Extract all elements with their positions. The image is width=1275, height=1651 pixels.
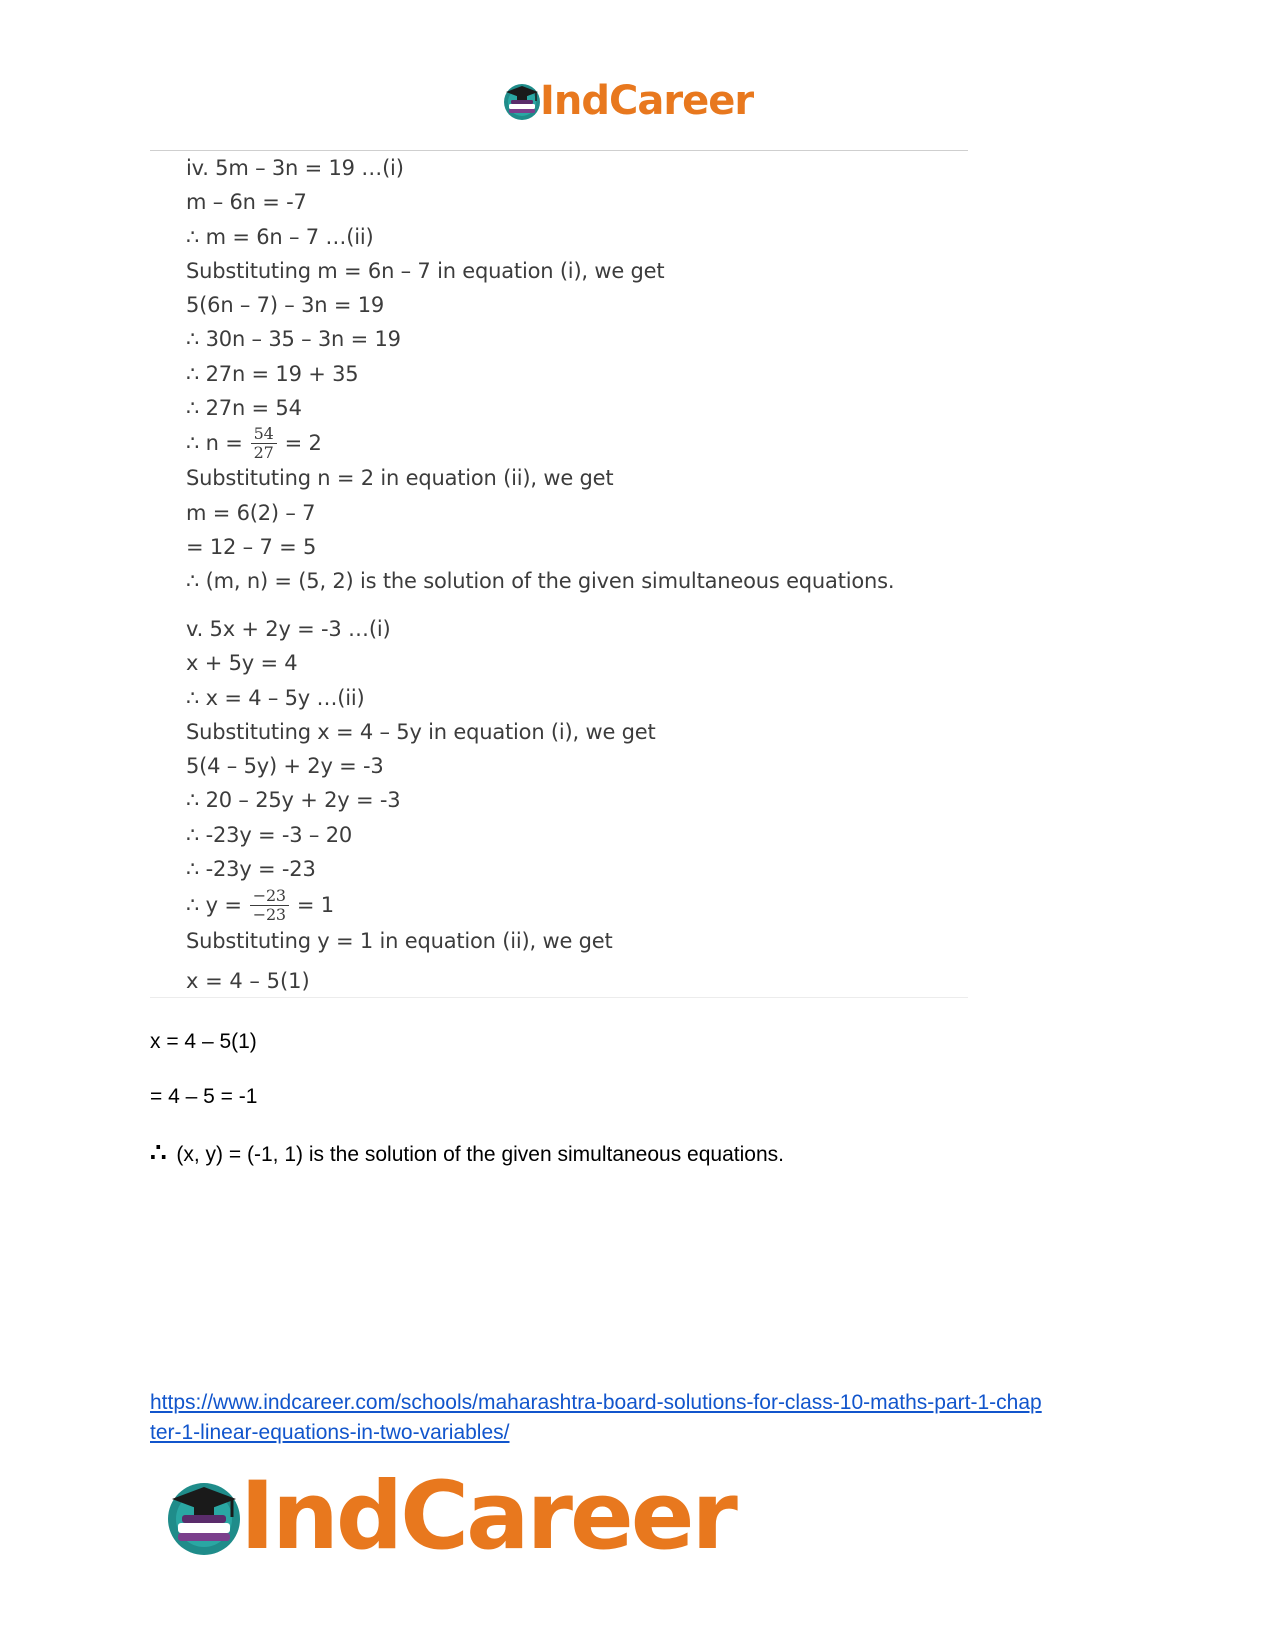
fraction-suffix: = 1 (296, 893, 334, 918)
solution-line: ∴ 30n – 35 – 3n = 19 (186, 327, 401, 352)
fraction (250, 887, 289, 924)
source-link-line-1[interactable]: https://www.indcareer.com/schools/maharashtra-board-solutions-for-class-10-maths-part-1-chap (150, 1391, 1042, 1414)
graduation-cap-globe-icon (160, 1473, 248, 1561)
footer-logo (160, 1462, 735, 1571)
solution-line: Substituting y = 1 in equation (ii), we get (186, 929, 613, 954)
solution-line: = 12 – 7 = 5 (186, 534, 317, 559)
fraction-prefix: ∴ y = (186, 893, 242, 918)
solution-image (150, 150, 968, 998)
fraction-numerator: 54 (251, 425, 277, 444)
fraction-denominator: 27 (253, 442, 274, 462)
brand-name: IndCareer (540, 78, 754, 124)
solution-line: ∴ -23y = -23 (186, 857, 316, 882)
fraction-prefix: ∴ n = (186, 431, 243, 456)
solution-line: m – 6n = -7 (186, 190, 307, 215)
solution-line: ∴ (m, n) = (5, 2) is the solution of the given simultaneous equations. (186, 569, 895, 594)
continuation-line: x = 4 – 5(1) (150, 1030, 257, 1053)
conclusion-text: (x, y) = (-1, 1) is the solution of the given simultaneous equations. (176, 1143, 784, 1166)
fraction-denominator: −23 (252, 904, 286, 924)
solution-line: 5(6n – 7) – 3n = 19 (186, 293, 385, 318)
conclusion-line (150, 1137, 784, 1168)
solution-line: ∴ 27n = 19 + 35 (186, 361, 359, 386)
solution-line: 5(4 – 5y) + 2y = -3 (186, 754, 384, 779)
solution-line: x + 5y = 4 (186, 651, 298, 676)
source-link[interactable] (150, 1388, 1130, 1448)
solution-line: m = 6(2) – 7 (186, 500, 316, 525)
continuation-line: = 4 – 5 = -1 (150, 1085, 258, 1108)
solution-line: v. 5x + 2y = -3 …(i) (186, 617, 391, 641)
solution-line: ∴ m = 6n – 7 …(ii) (186, 224, 374, 249)
solution-line: ∴ 27n = 54 (186, 396, 302, 421)
fraction-line (186, 425, 894, 461)
solution-line: iv. 5m – 3n = 19 …(i) (186, 156, 404, 180)
source-link-line-2[interactable]: ter-1-linear-equations-in-two-variables/ (150, 1421, 510, 1444)
solution-line: ∴ 20 – 25y + 2y = -3 (186, 788, 401, 813)
fraction-numerator: −23 (250, 887, 289, 906)
solution-line: ∴ -23y = -3 – 20 (186, 822, 353, 847)
part-v-block (186, 612, 656, 959)
fraction (251, 425, 277, 462)
graduation-cap-globe-icon (500, 79, 544, 123)
fraction-line (186, 886, 656, 924)
solution-line: Substituting m = 6n – 7 in equation (i), we get (186, 258, 665, 283)
therefore-symbol: ∴ (150, 1137, 167, 1167)
header-logo (500, 78, 753, 124)
solution-line: Substituting n = 2 in equation (ii), we get (186, 466, 614, 491)
fraction-suffix: = 2 (284, 431, 322, 456)
brand-name: IndCareer (240, 1462, 735, 1571)
part-iv-block (186, 151, 894, 599)
solution-line: ∴ x = 4 – 5y …(ii) (186, 685, 365, 710)
solution-line: Substituting x = 4 – 5y in equation (i), we get (186, 719, 656, 744)
cut-off-line: x = 4 – 5(1) (186, 969, 310, 993)
